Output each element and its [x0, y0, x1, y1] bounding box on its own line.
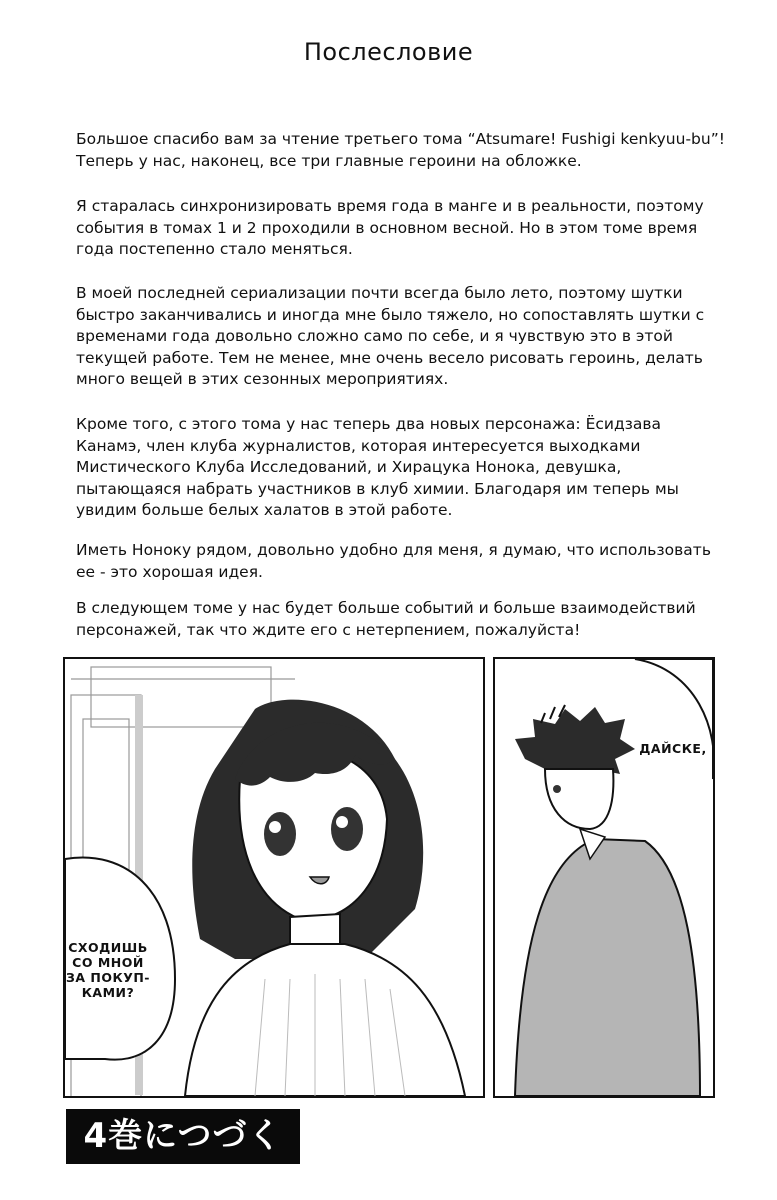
page-title: Послесловие [303, 38, 474, 66]
manga-panel-girl [63, 657, 485, 1098]
afterword-paragraph-1: Большое спасибо вам за чтение третьего тома “Atsumare! Fushigi kenkyuu-bu”! Теперь у нас, наконец, все три главные героини на обложке. [76, 130, 725, 170]
speech-bubble-right: ДАЙСКЕ, [639, 741, 707, 756]
to-be-continued-banner [66, 1109, 300, 1164]
speech-line: ЗА ПОКУП- [66, 970, 150, 985]
speech-line: СХОДИШЬ [68, 940, 148, 955]
afterword-paragraph-4: Кроме того, с этого тома у нас теперь два новых персонажа: Ёсидзава Канамэ, член клуба журналистов, которая интересуется выходками Мистического Клуба Исследований, и Хирацука Нонока, девушка, пытающаяся набрать участников в клуб химии. Благодаря им теперь мы увидим больше белых халатов в этой работе. [76, 415, 679, 519]
afterword-paragraph-3: В моей последней сериализации почти всегда было лето, поэтому шутки быстро заканчивались и иногда мне было тяжело, но сопоставлять шутки с временами года довольно сложно само по себе, и я чувствую это в этой текущей работе. Тем не менее, мне очень весело рисовать героинь, делать много вещей в этих сезонных мероприятиях. [76, 284, 705, 388]
speech-line: СО МНОЙ [72, 955, 144, 970]
afterword-paragraph-6: В следующем томе у нас будет больше событий и больше взаимодействий персонажей, так что ждите его с нетерпением, пожалуйста! [76, 599, 696, 639]
afterword-paragraph-2: Я старалась синхронизировать время года в манге и в реальности, поэтому события в томах 1 и 2 проходили в основном весной. Но в этом томе время года постепенно стало меняться. [76, 197, 704, 258]
girl-illustration [65, 659, 483, 1096]
afterword-paragraph-5: Иметь Ноноку рядом, довольно удобно для меня, я думаю, что использовать ее - это хорошая идея. [76, 541, 711, 581]
manga-panel-boy [493, 657, 715, 1098]
speech-bubble-left [63, 940, 156, 1000]
boy-illustration [495, 659, 713, 1096]
to-be-continued-text: 4巻につづく [83, 1116, 283, 1156]
speech-line: КАМИ? [81, 985, 135, 1000]
